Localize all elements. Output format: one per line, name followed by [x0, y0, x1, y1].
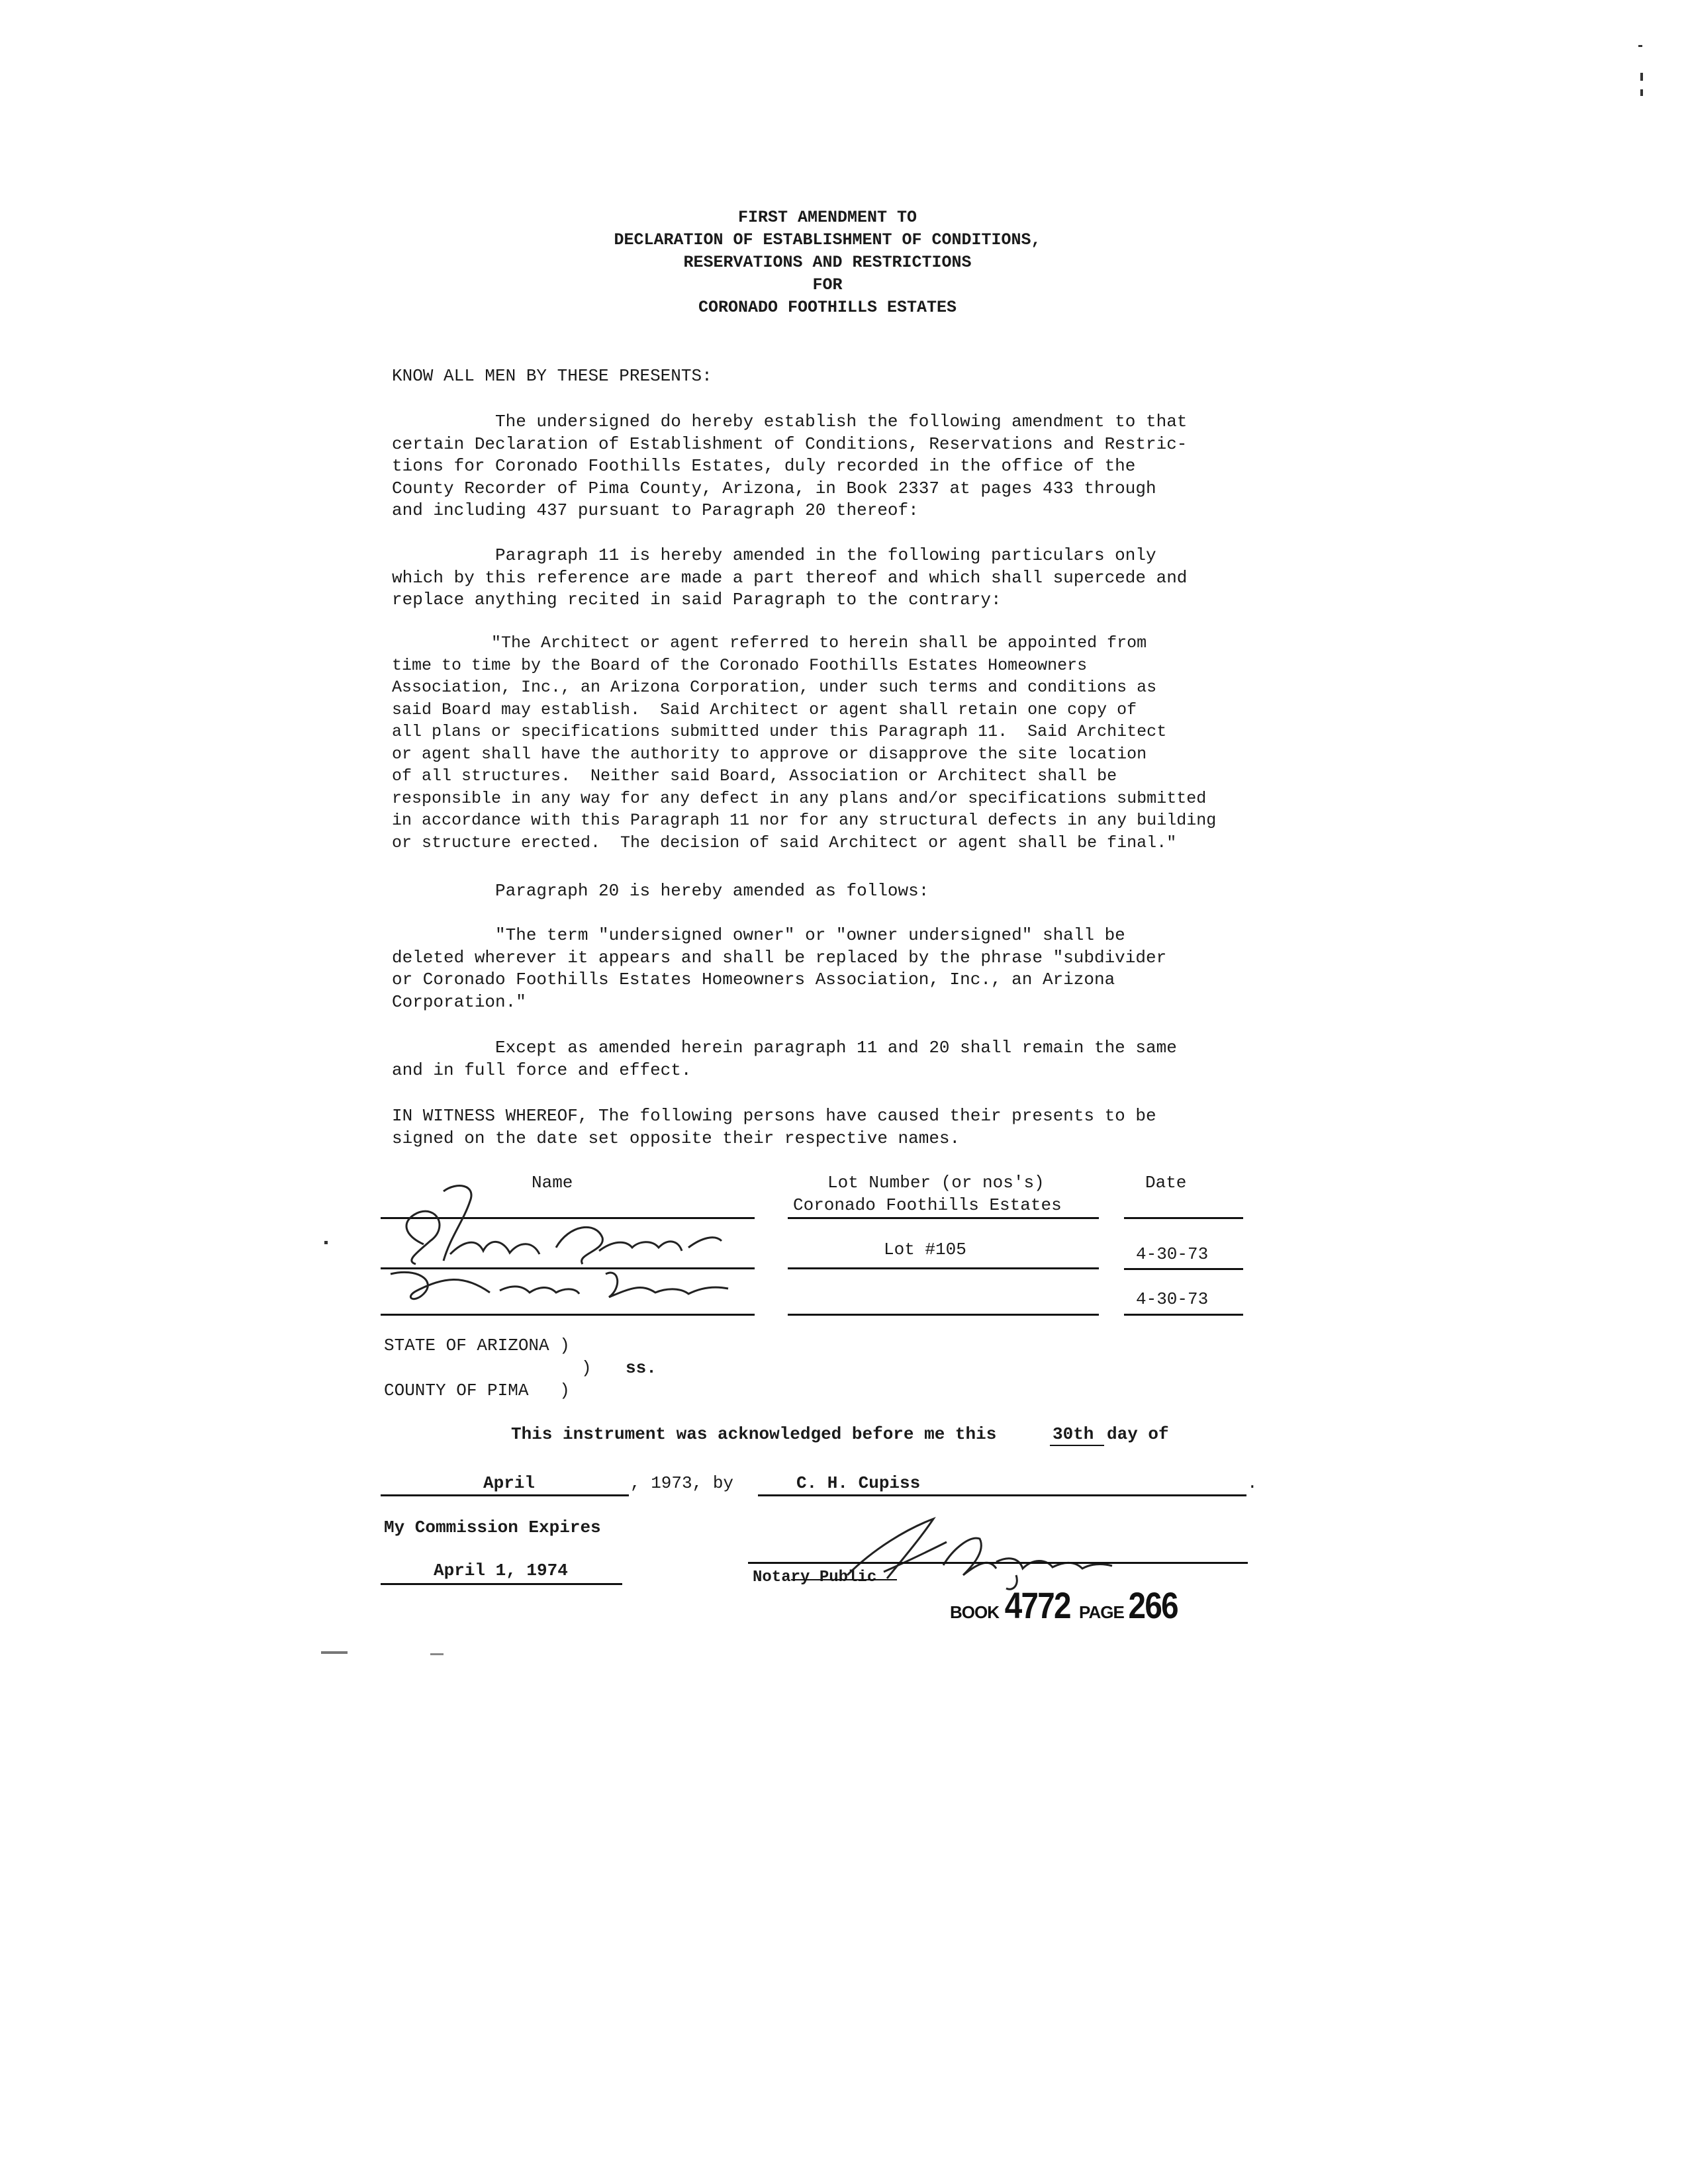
venue-state: STATE OF ARIZONA ) [384, 1336, 570, 1355]
salutation: KNOW ALL MEN BY THESE PRESENTS: [392, 366, 712, 386]
document-title [397, 206, 1258, 319]
notary-strikethrough [791, 1579, 897, 1580]
title-line-1: FIRST AMENDMENT TO [737, 208, 917, 227]
row-2-rule-date [1124, 1314, 1243, 1316]
title-line-2: DECLARATION OF ESTABLISHMENT OF CONDITIONS, [614, 230, 1041, 250]
ack-day: 30th [1053, 1424, 1094, 1444]
row-1-rule-name [381, 1267, 755, 1269]
stamp-book-label: BOOK [950, 1602, 999, 1622]
commission-rule [381, 1583, 622, 1585]
stamp-book-number: 4772 [1004, 1584, 1070, 1626]
scan-speck [1638, 45, 1642, 47]
paragraph-witness: IN WITNESS WHEREOF, The following persons have caused their presents to be signed on the date set opposite their respective names. [392, 1106, 1156, 1148]
ack-day-rule [1050, 1445, 1104, 1446]
paragraph-amend-20: Paragraph 20 is hereby amended as follows: [392, 881, 929, 901]
title-line-4: FOR [812, 275, 843, 295]
header-rule-lot [788, 1217, 1099, 1219]
venue-paren: ) [581, 1358, 592, 1378]
ack-month: April [483, 1473, 536, 1493]
ack-by-rule [758, 1494, 1246, 1496]
row-1-lot: Lot #105 [884, 1240, 966, 1259]
title-line-3: RESERVATIONS AND RESTRICTIONS [683, 253, 972, 272]
col-header-name: Name [532, 1173, 573, 1193]
row-1-rule-lot [788, 1267, 1099, 1269]
paragraph-except: Except as amended herein paragraph 11 and 20 shall remain the same and in full force and effect. [392, 1038, 1177, 1080]
row-2-date: 4-30-73 [1136, 1289, 1209, 1309]
commission-label: My Commission Expires [384, 1518, 601, 1537]
row-2-rule-name [381, 1314, 755, 1316]
recording-stamp [950, 1584, 1182, 1627]
col-header-lot-sub: Coronado Foothills Estates [793, 1195, 1062, 1215]
row-1-rule-date [1124, 1268, 1243, 1270]
col-header-date: Date [1145, 1173, 1187, 1193]
row-2-rule-lot [788, 1314, 1099, 1316]
ack-text-pre: This instrument was acknowledged before me this [511, 1424, 997, 1444]
venue-ss: ss. [626, 1358, 657, 1378]
col-header-lot: Lot Number (or nos's) [827, 1173, 1045, 1193]
scan-speck [430, 1653, 444, 1655]
title-line-5: CORONADO FOOTHILLS ESTATES [698, 298, 957, 317]
stamp-page-label: PAGE [1079, 1602, 1124, 1622]
scan-speck [321, 1651, 348, 1654]
notary-label: Notary Public [753, 1569, 877, 1586]
ack-year-by: , 1973, by [630, 1473, 734, 1493]
commission-date: April 1, 1974 [434, 1561, 568, 1580]
header-rule-date [1124, 1217, 1243, 1219]
row-1-date: 4-30-73 [1136, 1244, 1209, 1264]
scan-speck [1640, 73, 1643, 81]
notary-rule [748, 1562, 1248, 1564]
scan-speck [1640, 89, 1643, 96]
signature-1 [377, 1175, 768, 1317]
ack-text-post: day of [1107, 1424, 1169, 1444]
paragraph-amend-11: Paragraph 11 is hereby amended in the following particulars only which by this reference are made a part thereof and which shall supercede and replace anything recited in said Paragraph to the contrary: [392, 545, 1188, 610]
scan-speck [324, 1241, 328, 1244]
stamp-page-number: 266 [1128, 1584, 1178, 1626]
paragraph-20-text: "The term "undersigned owner" or "owner undersigned" shall be deleted wherever it appears and shall be replaced by the phrase "subdivider or Coronado Foothills Estates Homeowners Association, Inc., an Arizona Corporation." [392, 925, 1167, 1012]
venue-county: COUNTY OF PIMA ) [384, 1381, 570, 1400]
paragraph-11-text: "The Architect or agent referred to herein shall be appointed from time to time by the Board of the Coronado Foothills Estates Homeowners Association, Inc., an Arizona Corporation, under such terms and conditions as said Board may establish. Said Architect or agent shall retain one copy of all plans or specifications submitted under this Paragraph 11. Said Architect or agent shall have the authority to approve or disapprove the site location of all structures. Neither said Board, Association or Architect shall be responsible in any way for any defect in any plans and/or specifications submitted in accordance with this Paragraph 11 nor for any structural defects in any building or structure erected. The decision of said Architect or agent shall be final." [392, 633, 1217, 852]
ack-month-rule [381, 1494, 629, 1496]
paragraph-intro: The undersigned do hereby establish the following amendment to that certain Declaration of Establishment of Conditions, Reservations and Restric- tions for Coronado Foothills Estates, duly recorded in the office of the County Recorder of Pima County, Arizona, in Book 2337 at pages 433 through and including 437 pursuant to Paragraph 20 thereof: [392, 412, 1188, 520]
ack-by-name: C. H. Cupiss [796, 1473, 921, 1493]
ack-period: . [1247, 1473, 1258, 1493]
